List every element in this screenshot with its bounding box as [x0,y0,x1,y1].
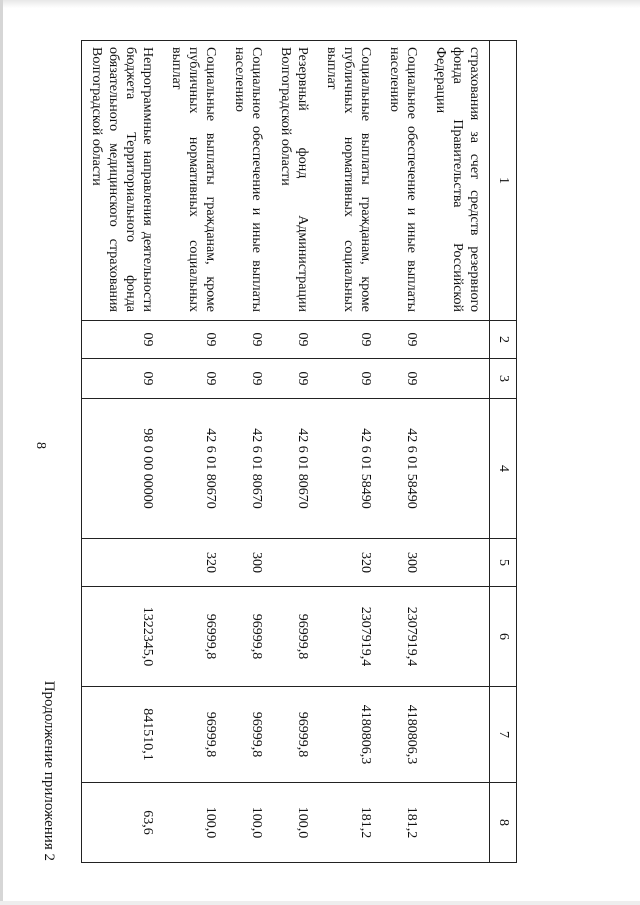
cell-target-article: 42 6 01 80670 [162,399,225,539]
cell-percent: 100,0 [271,783,317,863]
cell-percent: 181,2 [380,783,426,863]
cell-expense-type: 300 [225,539,271,587]
cell-actual: 96999,8 [271,687,317,783]
header-col-4: 4 [490,399,517,539]
table-row [225,41,271,863]
cell-section: 09 [225,321,271,359]
cell-percent: 181,2 [317,783,380,863]
cell-section: 09 [82,321,163,359]
cell-plan: 96999,8 [162,587,225,687]
row-name: Социальные выплаты гражданам, кроме публичных нормативных социальных выплат [317,41,380,321]
cell-subsection: 09 [317,359,380,399]
row-name: Резервный фонд Администрации Волгоградской области [271,41,317,321]
cell-target-article: 42 6 01 80670 [225,399,271,539]
cell-subsection: 09 [82,359,163,399]
cell-section: 09 [380,321,426,359]
cell-target-article [426,399,490,539]
table-row [271,41,317,863]
row-name: страхования за счет средств резервного фонда Правительства Российской Федерации [426,41,490,321]
row-name: Социальное обеспечение и иные выплаты населению [225,41,271,321]
table-row [380,41,426,863]
header-col-8: 8 [490,783,517,863]
cell-plan: 2307919,4 [380,587,426,687]
header-col-1: 1 [490,41,517,321]
cell-expense-type [82,539,163,587]
appendix-continuation-label: Продолжение приложения 2 [41,680,57,861]
table-header-row [490,41,517,863]
table-row [317,41,380,863]
cell-actual [426,687,490,783]
cell-actual: 4180806,3 [380,687,426,783]
cell-expense-type: 300 [380,539,426,587]
cell-target-article: 98 0 00 00000 [82,399,163,539]
cell-subsection: 09 [380,359,426,399]
cell-subsection: 09 [271,359,317,399]
cell-percent [426,783,490,863]
cell-expense-type [426,539,490,587]
cell-section: 09 [162,321,225,359]
row-name: Социальное обеспечение и иные выплаты населению [380,41,426,321]
cell-section [426,321,490,359]
cell-actual: 96999,8 [162,687,225,783]
cell-percent: 100,0 [225,783,271,863]
cell-actual: 841510,1 [82,687,163,783]
cell-percent: 63,6 [82,783,163,863]
cell-expense-type: 320 [317,539,380,587]
header-col-7: 7 [490,687,517,783]
cell-target-article: 42 6 01 58490 [380,399,426,539]
budget-table [81,40,517,863]
cell-target-article: 42 6 01 58490 [317,399,380,539]
cell-expense-type: 320 [162,539,225,587]
cell-plan: 96999,8 [271,587,317,687]
header-col-5: 5 [490,539,517,587]
cell-plan: 1322345,0 [82,587,163,687]
cell-plan: 96999,8 [225,587,271,687]
row-name: Непрограммные направления деятельности бюджета Территориального фонда обязательного медицинского страхования Волгоградской области [82,41,163,321]
page-number: 8 [33,442,48,449]
header-col-3: 3 [490,359,517,399]
cell-section: 09 [271,321,317,359]
cell-percent: 100,0 [162,783,225,863]
header-col-2: 2 [490,321,517,359]
table-row [162,41,225,863]
row-name: Социальные выплаты гражданам, кроме публичных нормативных социальных выплат [162,41,225,321]
cell-target-article: 42 6 01 80670 [271,399,317,539]
cell-plan [426,587,490,687]
cell-subsection [426,359,490,399]
cell-subsection: 09 [162,359,225,399]
cell-subsection: 09 [225,359,271,399]
cell-plan: 2307919,4 [317,587,380,687]
header-col-6: 6 [490,587,517,687]
cell-section: 09 [317,321,380,359]
cell-actual: 96999,8 [225,687,271,783]
table-row [82,41,163,863]
cell-expense-type [271,539,317,587]
cell-actual: 4180806,3 [317,687,380,783]
table-row [426,41,490,863]
